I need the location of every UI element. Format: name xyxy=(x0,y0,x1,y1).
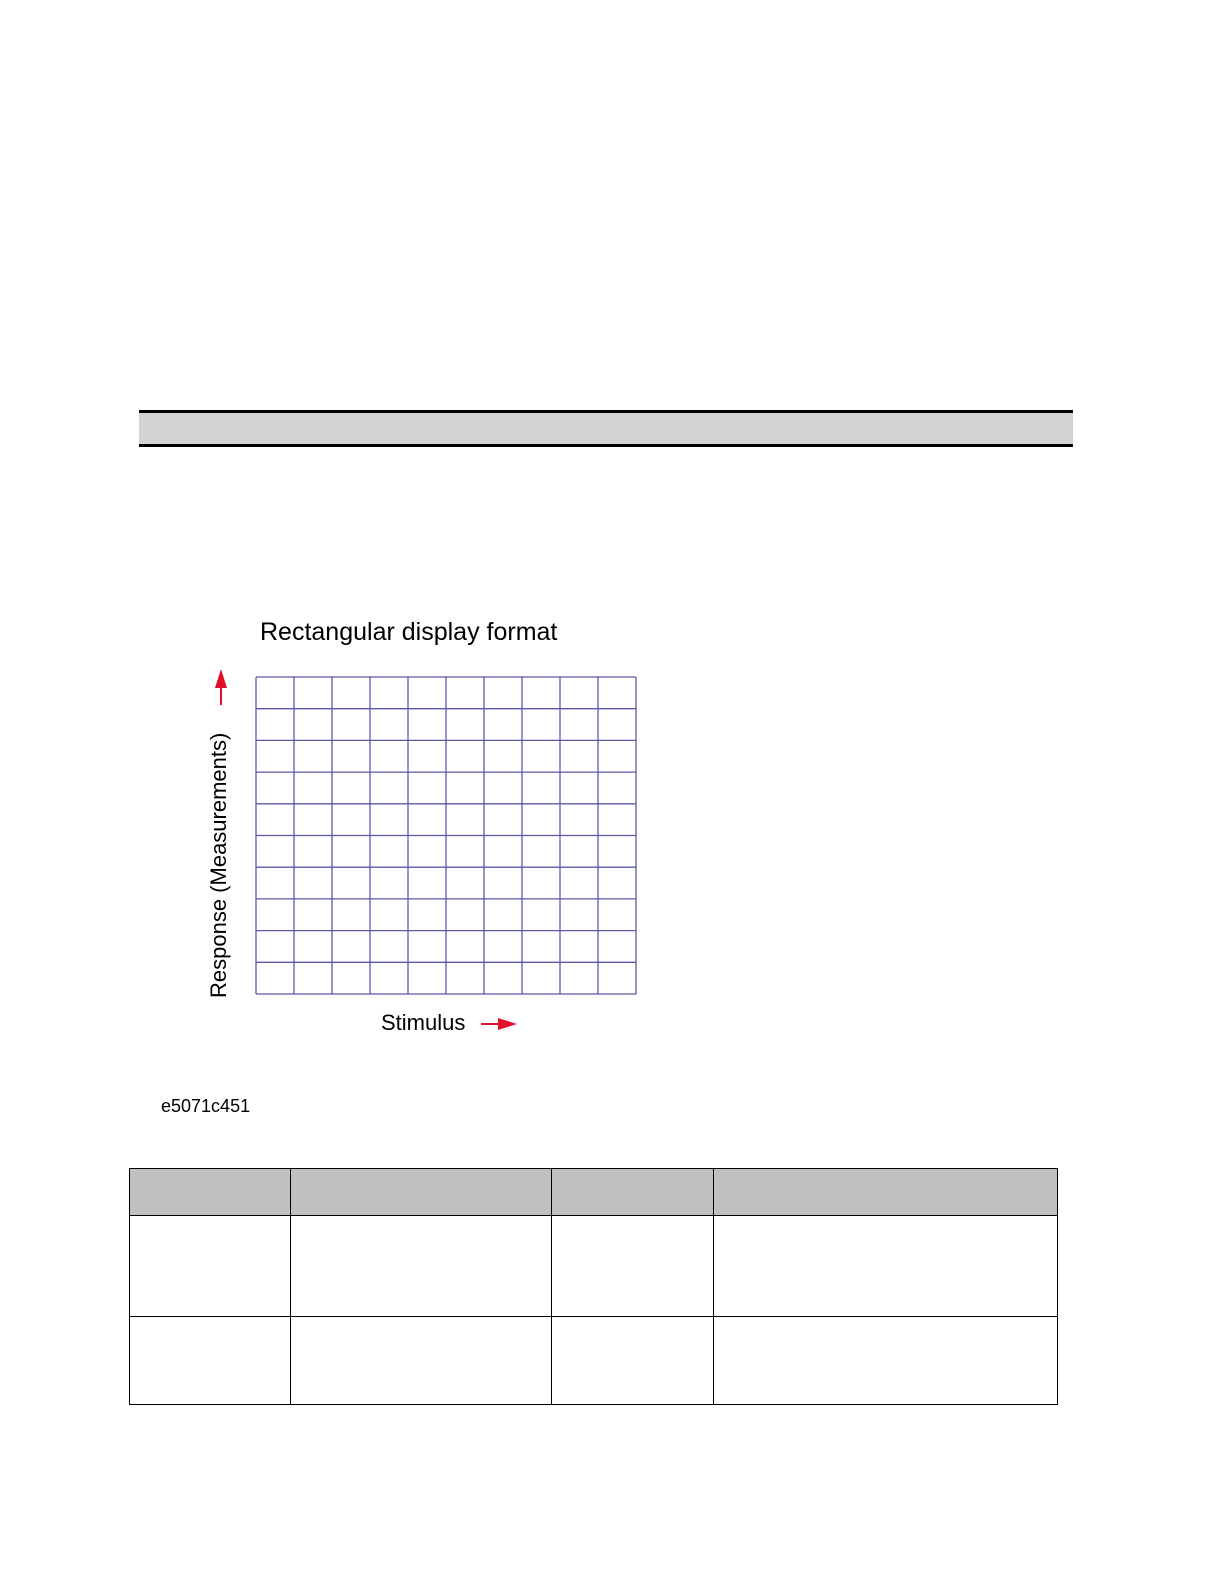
table-header-row xyxy=(130,1169,1058,1216)
table-cell xyxy=(291,1216,552,1317)
table-cell xyxy=(714,1317,1058,1405)
table-cell xyxy=(291,1317,552,1405)
header-cell xyxy=(291,1169,552,1216)
table-cell xyxy=(552,1216,714,1317)
x-axis-label: Stimulus xyxy=(381,1010,466,1035)
figure-title: Rectangular display format xyxy=(260,618,558,646)
figure-id: e5071c451 xyxy=(161,1096,251,1116)
y-axis-arrow-icon xyxy=(215,669,227,705)
x-axis-arrow-icon xyxy=(481,1018,517,1030)
table-cell xyxy=(130,1317,291,1405)
table-row xyxy=(130,1317,1058,1405)
y-axis-label: Response (Measurements) xyxy=(206,732,231,998)
table-cell xyxy=(714,1216,1058,1317)
spec-table xyxy=(129,1168,1058,1405)
table-row xyxy=(130,1216,1058,1317)
table-cell xyxy=(552,1317,714,1405)
header-cell xyxy=(552,1169,714,1216)
grid-lines xyxy=(256,677,636,994)
table-cell xyxy=(130,1216,291,1317)
header-cell xyxy=(130,1169,291,1216)
header-cell xyxy=(714,1169,1058,1216)
